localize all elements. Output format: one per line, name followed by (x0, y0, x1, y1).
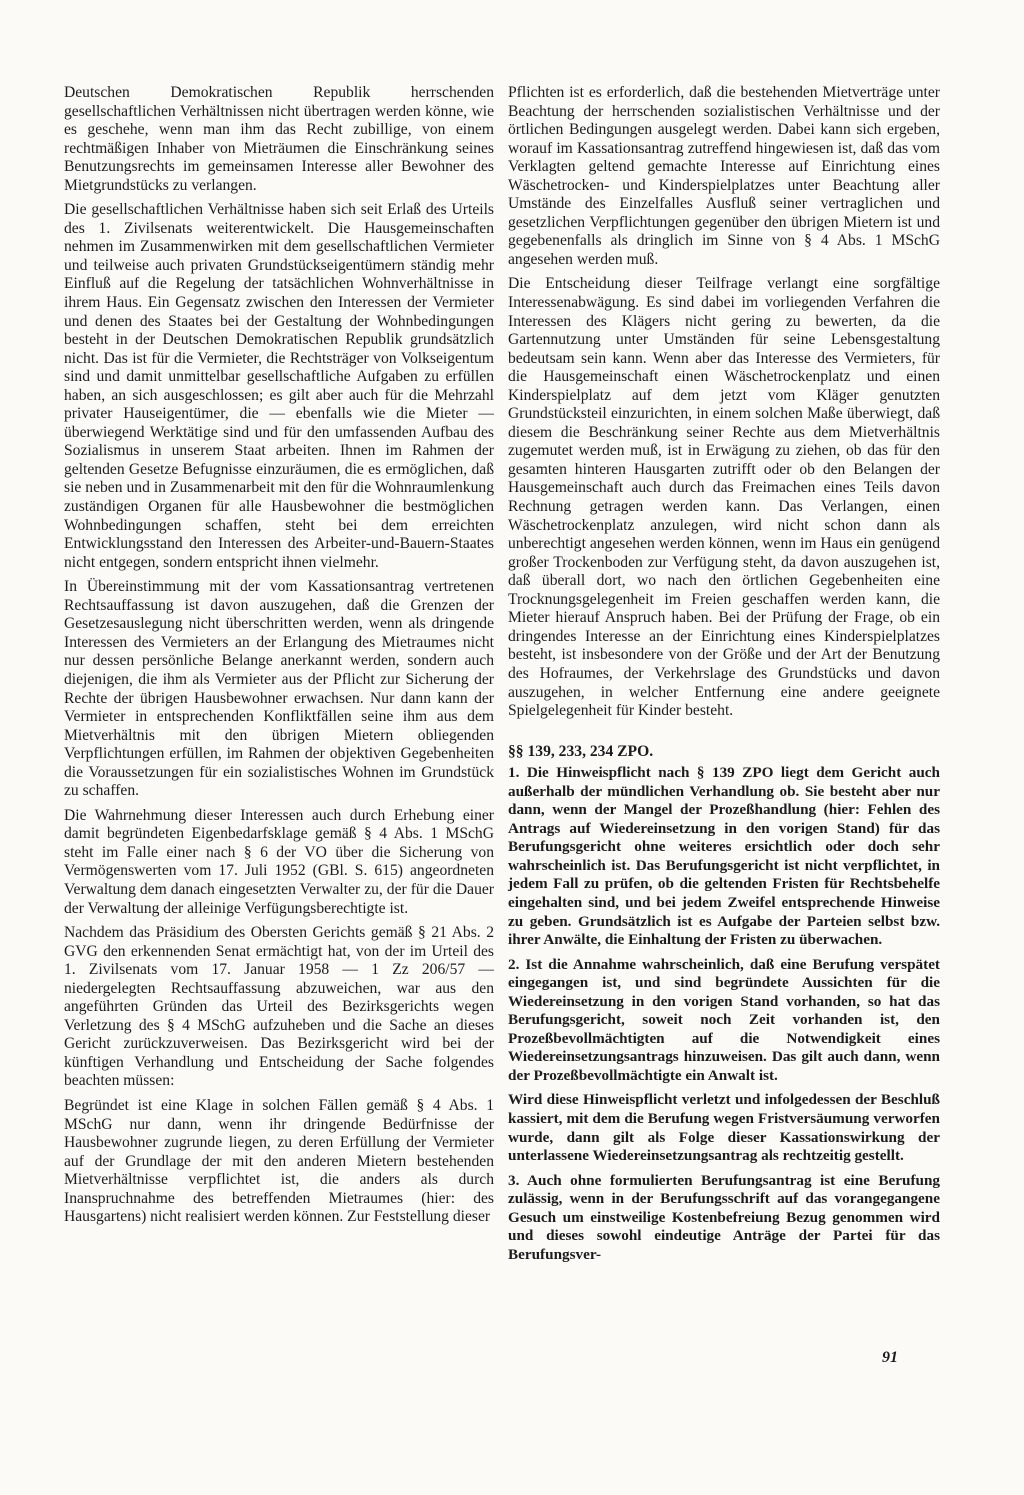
paragraph: Nachdem das Präsidium des Obersten Gerichts gemäß § 21 Abs. 2 GVG den erkennenden Senat ermächtigt hat, von der im Urteil des 1. Zivilsenats vom 17. Januar 1958 — 1 Zz 206/57 — niedergelegten Rechtsauffassung abzuweichen, war aus den angeführten Gründen das Urteil des Bezirksgerichts wegen Verletzung des § 4 MSchG aufzuheben und die Sache an dieses Gericht zurückzuverweisen. Das Bezirksgericht wird bei der künftigen Verhandlung und Entscheidung der Sache folgendes beachten müssen: (64, 924, 494, 1090)
paragraph: Die Entscheidung dieser Teilfrage verlangt eine sorgfältige Interessenabwägung. Es sind dabei im vorliegenden Verfahren die Interessen des Klägers nicht gering zu bewerten, da die Gartennutzung unter Umständen für seine Lebensgestaltung bedeutsam sein kann. Wenn aber das Interesse des Vermieters, für die Hausgemeinschaft einen Wäschetrockenplatz und einen Kinderspielplatz auf dem jetzt vom Kläger genutzten Grundstücksteil einzurichten, in einem solchen Maße überwiegt, daß diesem die Beschränkung seiner Rechte aus dem Mietverhältnis zugemutet werden muß, ist in Erwägung zu ziehen, ob das für den gesamten hinteren Hausgarten zutrifft oder ob den Belangen der Hausgemeinschaft auch durch das Freimachen eines Teils davon Rechnung getragen werden kann. Das Verlangen, einen Wäschetrockenplatz anzulegen, wird nicht schon dann als unberechtigt angesehen werden können, wenn im Haus ein genügend großer Trockenboden zur Verfügung steht, da davon auszugehen ist, daß überall dort, wo nach den örtlichen Gegebenheiten eine Trocknungsgelegenheit im Freien geschaffen werden kann, die Mieter hierauf Anspruch haben. Bei der Prüfung der Frage, ob ein dringendes Interesse an der Einrichtung eines Kinderspielplatzes besteht, ist insbesondere von der Größe und der Art der Benutzung des Hofraumes, der Verkehrslage des Grundstücks und davon auszugehen, in welcher Entfernung eine andere geeignete Spielgelegenheit für Kinder besteht. (508, 275, 940, 720)
section-heading: §§ 139, 233, 234 ZPO. (508, 742, 654, 760)
right-column (508, 84, 940, 1270)
paragraph: In Übereinstimmung mit der vom Kassationsantrag vertretenen Rechtsauffassung ist davon auszugehen, daß die Grenzen der Gesetzesauslegung nicht überschritten werden, wenn als dringende Interessen des Vermieters an der Erlangung des Mietraumes nicht nur dessen persönliche Belange anerkannt werden, sondern auch diejenigen, die ihm als Vermieter aus der Pflicht zur Sicherung der Rechte der übrigen Hausbewohner erwachsen. Nur dann kann der Vermieter in entsprechenden Konfliktfällen seine ihm aus dem Mietverhältnis mit den übrigen Mietern obliegenden Verpflichtungen erfüllen, im Rahmen der objektiven Gegebenheiten die Voraussetzungen für ein sozialistisches Wohnen im Grundstück zu schaffen. (64, 578, 494, 800)
page-number: 91 (882, 1349, 898, 1366)
headnote: 2. Ist die Annahme wahrscheinlich, daß eine Berufung verspätet eingegangen ist, und sind begründete Aussichten für die Wiedereinsetzung in den vorigen Stand vorhanden, so hat das Berufungsgericht, soweit noch Zeit vorhanden ist, den Prozeßbevollmächtigten auf die Notwendigkeit eines Wiedereinsetzungsantrags hinzuweisen. Das gilt auch dann, wenn der Prozeßbevollmächtigte ein Anwalt ist. (508, 955, 940, 1084)
headnote: 3. Auch ohne formulierten Berufungsantrag ist eine Berufung zulässig, wenn in der Berufungsschrift auf das vorangegangene Gesuch um einstweilige Kostenbefreiung Bezug genommen wird und dieses sowohl eindeutige Anträge der Partei für das Berufungsver- (508, 1171, 940, 1263)
paragraph: Deutschen Demokratischen Republik herrschenden gesellschaftlichen Verhältnissen nicht übertragen werden könne, wie es geschehe, wenn man ihm das Recht zubillige, von einem rechtmäßigen Inhaber von Mieträumen die Einschränkung seines Benutzungsrechts im gemeinsamen Interesse aller Bewohner des Mietgrundstücks zu verlangen. (64, 84, 494, 194)
headnote: Wird diese Hinweispflicht verletzt und infolgedessen der Beschluß kassiert, mit dem die Berufung wegen Fristversäumung verworfen wurde, dann gilt als Folge dieser Kassationswirkung der unterlassene Wiedereinsetzungsantrag als rechtzeitig gestellt. (508, 1091, 940, 1165)
paragraph: Die gesellschaftlichen Verhältnisse haben sich seit Erlaß des Urteils des 1. Zivilsenats weiterentwickelt. Die Hausgemeinschaften nehmen im Zusammenwirken mit dem gesellschaftlichen Vermieter und teilweise auch privaten Grundstückseigentümern ständig mehr Einfluß auf die Regelung der tatsächlichen Wohnverhältnisse in ihrem Haus. Ein Gegensatz zwischen den Interessen der Vermieter und denen des Staates bei der Gestaltung der Wohnbedingungen besteht in der Deutschen Demokratischen Republik grundsätzlich nicht. Das ist für die Vermieter, die Rechtsträger von Volkseigentum sind und damit unmittelbar gesellschaftliche Aufgaben zu erfüllen haben, an sich ausgeschlossen; es gilt aber auch für die Mehrzahl privater Hauseigentümer, die — ebenfalls wie die Mieter — überwiegend Werktätige sind und für den umfassenden Aufbau des Sozialismus in unserem Staat arbeiten. Ihnen im Rahmen der geltenden Gesetze Befugnisse einzuräumen, die es ermöglichen, daß sie neben und in Zusammenarbeit mit den für die Wohnraumlenkung zuständigen Organen für alle Hausbewohner die bestmöglichen Wohnbedingungen schaffen, steht bei dem erreichten Entwicklungsstand den Interessen des Arbeiter-und-Bauern-Staates nicht entgegen, sondern entspricht ihnen vielmehr. (64, 201, 494, 571)
headnote: 1. Die Hinweispflicht nach § 139 ZPO liegt dem Gericht auch außerhalb der mündlichen Verhandlung ob. Sie besteht aber nur dann, wenn der Mangel der Prozeßhandlung (hier: Fehlen des Antrags auf Wiedereinsetzung in den vorigen Stand) für das Berufungsgericht ohne weiteres ersichtlich oder doch sehr wahrscheinlich ist. Das Berufungsgericht ist nicht verpflichtet, in jedem Fall zu prüfen, ob die geltenden Fristen für Rechtsbehelfe eingehalten sind, und bei jedem Zweifel entsprechende Hinweise zu geben. Grundsätzlich ist es Aufgabe der Parteien selbst bzw. ihrer Anwälte, die Einhaltung der Fristen zu überwachen. (508, 764, 940, 949)
paragraph: Die Wahrnehmung dieser Interessen auch durch Erhebung einer damit begründeten Eigenbedarfsklage gemäß § 4 Abs. 1 MSchG steht im Falle einer nach § 6 der VO über die Sicherung von Vermögenswerten vom 17. Juli 1952 (GBl. S. 615) angeordneten Verwaltung dem danach eingesetzten Verwalter zu, der für die Dauer der Verwaltung der alleinige Verfügungsberechtigte ist. (64, 806, 494, 917)
paragraph: Begründet ist eine Klage in solchen Fällen gemäß § 4 Abs. 1 MSchG nur dann, wenn ihr dringende Bedürfnisse der Hausbewohner zugrunde liegen, zu deren Erfüllung der Vermieter auf der Grundlage der mit den anderen Mietern bestehenden Mietverhältnisse verpflichtet ist, die anders als durch Inanspruchnahme des betreffenden Mietraumes (hier: des Hausgartens) nicht realisiert werden können. Zur Feststellung dieser (64, 1096, 494, 1226)
left-column (64, 84, 494, 1233)
paragraph: Pflichten ist es erforderlich, daß die bestehenden Mietverträge unter Beachtung der herrschenden sozialistischen Verhältnisse und der örtlichen Bedingungen ausgelegt werden. Dabei kann sich ergeben, worauf im Kassationsantrag zutreffend hingewiesen ist, daß das vom Verklagten geltend gemachte Interesse auf Einrichtung eines Wäschetrocken- und Kinderspielplatzes unter Beachtung aller Umstände des Einzelfalles Ausfluß seiner vertraglichen und gesetzlichen Verpflichtungen gegenüber den übrigen Mietern ist und gegebenenfalls als dringlich im Sinne von § 4 Abs. 1 MSchG angesehen werden muß. (508, 84, 940, 268)
